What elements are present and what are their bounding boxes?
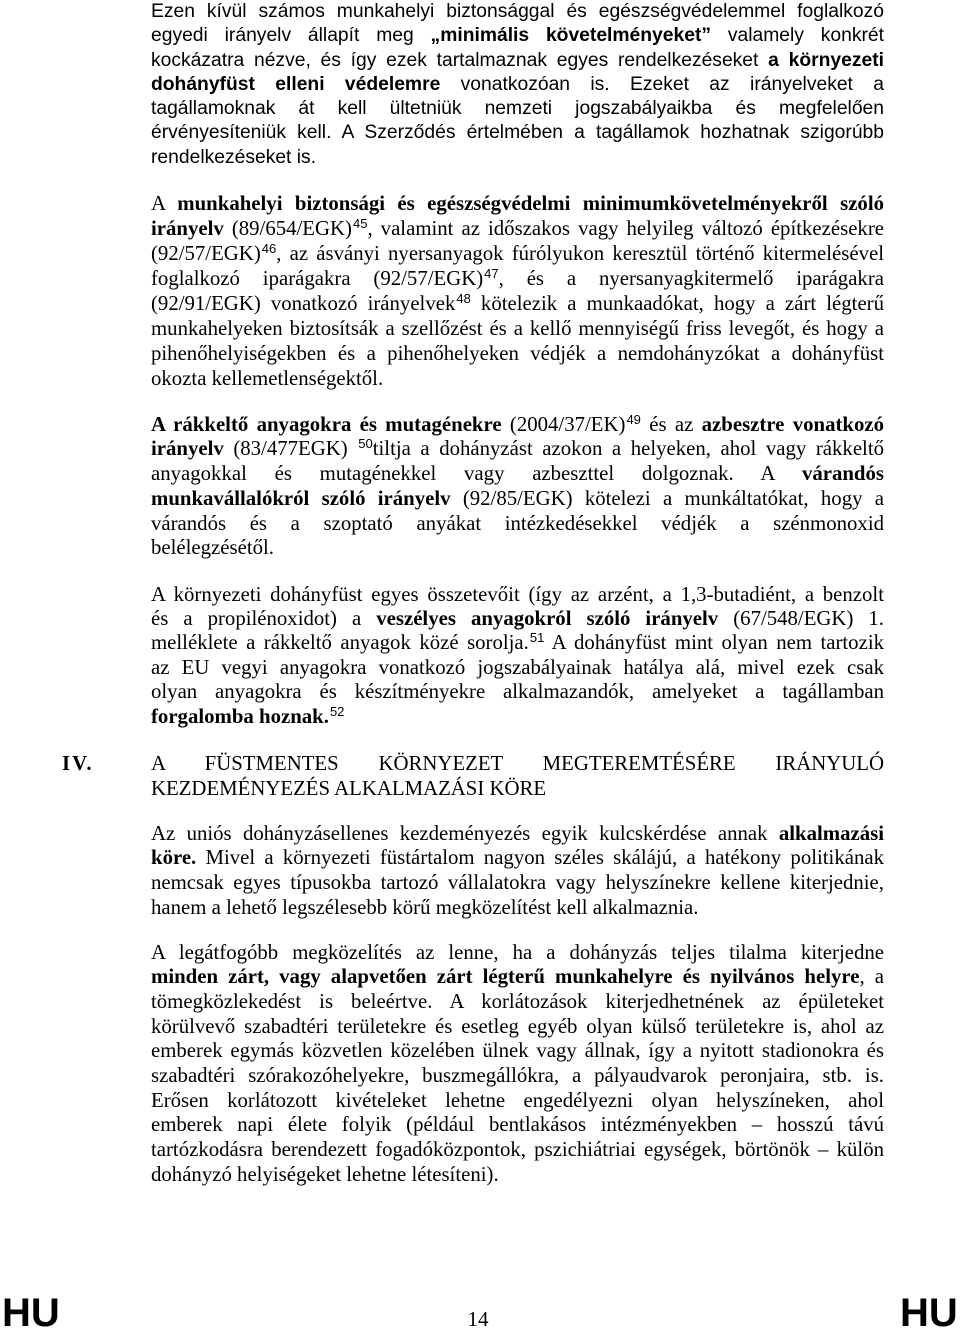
text: A dohányfüst mint olyan nem tartozik: [544, 631, 884, 655]
text-line: [151, 0, 884, 24]
text: dohányzó helyiségeket lehetne létesíteni).: [151, 1162, 499, 1186]
section-heading: [151, 751, 884, 801]
text: nemcsak egyes típusokba tartozó vállalatokra vagy helyszínekre kellene kiterjednie,: [151, 870, 884, 894]
bold-text: A rákkeltő anyagokra és mutagénekre: [151, 412, 502, 436]
text-line: [151, 487, 884, 512]
text-line: [151, 512, 884, 537]
text: (83/477EGK): [223, 437, 358, 461]
text: és az: [640, 412, 702, 436]
text: körülvevő szabadtéri területekre és esetleg egyéb olyan külső területekre is, ahol az: [151, 1014, 884, 1038]
text-line: [151, 656, 884, 680]
bold-text: irányelv: [151, 216, 224, 240]
text-line: [151, 291, 884, 316]
text: foglalkozó iparágakra (92/57/EGK): [151, 266, 484, 290]
bold-text: irányelv: [151, 437, 224, 461]
text: szabadtéri szórakozóhelyekre, buszmegállókra, a pályaudvarok peronjaira, stb. is.: [151, 1064, 884, 1088]
text: (92/91/EGK) vonatkozó irányelvek: [151, 291, 456, 315]
text-line: [151, 1089, 884, 1114]
bold-text: munkahelyi biztonsági és egészségvédelmi minimumkövetelményekről szóló: [177, 191, 885, 215]
footnote-reference: 52: [329, 703, 345, 719]
text-line: [151, 49, 884, 73]
text: (92/85/EGK) kötelezi a munkáltatókat, hogy a: [450, 486, 884, 510]
text: Mivel a környezeti füstártalom nagyon széles skálájú, a hatékony politikának: [196, 846, 884, 870]
text: (2004/37/EK): [501, 412, 626, 436]
bold-text: dohányfüst elleni védelemre: [151, 73, 441, 95]
text-line: [151, 462, 884, 487]
text: A környezeti dohányfüst egyes összetevőit (így az arzént, a 1,3-butadiént, a benzolt: [151, 582, 884, 606]
page-number: 14: [467, 1307, 489, 1331]
text: , valamint az időszakos vagy helyileg változó építkezésekre: [367, 216, 884, 240]
text-line: [151, 1064, 884, 1089]
text: kockázatra nézve, és így ezek tartalmaznak egyes rendelkezéseket: [151, 49, 769, 71]
bold-text: minden zárt, vagy alapvetően zárt légterű munkahelyre és nyilvános helyre: [151, 965, 860, 989]
bold-text: „minimális követelményeket”: [430, 25, 712, 47]
text-line: [151, 316, 884, 341]
text-line: [151, 1039, 884, 1064]
footnote-reference: 49: [626, 411, 641, 427]
text-line: [151, 266, 884, 291]
text: A: [151, 191, 178, 215]
text: vonatkozóan is. Ezeket az irányelveket a: [440, 73, 884, 95]
text-line: [151, 241, 884, 266]
bold-text: a környezeti: [768, 49, 885, 71]
text-line: [151, 216, 884, 241]
bold-text: azbesztre vonatkozó: [701, 412, 884, 436]
paragraph-comprehensive-approach: [151, 941, 884, 1188]
text-line: [151, 1113, 884, 1138]
bold-text: várandós: [801, 462, 884, 486]
text: olyan anyagokra és készítményekre alkalmazandók, amelyeket a tagállamban: [151, 680, 884, 704]
text: Erősen korlátozott kivételeket lehetne engedélyezni olyan helyszíneken, ahol: [151, 1088, 884, 1112]
text-line: [151, 896, 884, 921]
text: belélegzésétől.: [151, 536, 274, 560]
text-line: [151, 631, 884, 655]
text: anyagokkal és mutagénekkel vagy azbeszttel dolgoznak. A: [151, 462, 802, 486]
text: érvényesíteniük kell. A Szerződés értelmében a tagállamok hozhatnak szigorúbb: [151, 122, 884, 144]
section-heading-line: KEZDEMÉNYEZÉS ALKALMAZÁSI KÖRE: [151, 776, 547, 800]
text: és a propilénoxidot) a: [151, 606, 377, 630]
footnote-reference: 48: [456, 290, 471, 306]
footnote-reference: 50: [358, 436, 373, 452]
paragraph-dangerous-substances: [151, 583, 884, 729]
text: , a: [859, 965, 884, 989]
text-line: [151, 583, 884, 607]
text-line: [151, 1015, 884, 1040]
text: kötelezik a munkaadókat, hogy a zárt légterű: [470, 291, 884, 315]
text-line: [151, 822, 884, 847]
text-line: [151, 871, 884, 896]
text-line: [151, 341, 884, 366]
text-line: [151, 941, 884, 966]
section-number: IV.: [62, 751, 94, 775]
text: az EU vegyi anyagokra vonatkozó jogszabályainak hatálya alá, mivel ezek csak: [151, 655, 884, 679]
text-line: [151, 1163, 884, 1188]
text-line: [151, 1138, 884, 1163]
text-line: [151, 97, 884, 121]
text-line: [151, 366, 884, 391]
text: tagállamoknak át kell ültetniük nemzeti jogszabályaikba és megfelelően: [151, 98, 884, 120]
paragraph-carcinogens-asbestos: [151, 413, 884, 562]
text-line: [151, 536, 884, 561]
text: pihenőhelyiségekben és a pihenőhelyeken védjék a nemdohányzókat a dohányfüst: [151, 341, 884, 365]
text-line: [151, 191, 884, 216]
text: emberek egymás közvetlen közelében ülnek vagy állnak, így a nyitott stadionokra és: [151, 1039, 884, 1063]
footer-language-code-left: HU: [2, 1291, 60, 1335]
paragraph-workplace-directives-intro: [151, 0, 884, 170]
text: melléklete a rákkeltő anyagok közé sorolja.: [151, 631, 529, 655]
text-line: [151, 73, 884, 97]
text-line: [151, 146, 884, 170]
paragraph-scope-of-initiative: [151, 822, 884, 921]
text-line: [151, 607, 884, 631]
text: tiltja a dohányzást azokon a helyeken, ahol vagy rákkeltő: [372, 437, 885, 461]
text: (89/654/EGK): [223, 216, 352, 240]
paragraph-workplace-minimum-requirements: [151, 191, 884, 391]
text: (67/548/EGK) 1.: [718, 606, 884, 630]
text: , és a nyersanyagkitermelő iparágakra: [498, 266, 884, 290]
text: tömegközlekedést is beleértve. A korlátozások kiterjedhetnének az épületeket: [151, 989, 884, 1013]
text-line: [151, 121, 884, 145]
text-line: [151, 990, 884, 1015]
text: várandós és a szoptató anyákat intézkedésekkel védjék a szénmonoxid: [151, 511, 884, 535]
footer-language-code-right: HU: [900, 1291, 958, 1335]
bold-text: köre.: [151, 846, 197, 870]
text-line: [151, 846, 884, 871]
text-line: [151, 437, 884, 462]
text: tartózkodásra berendezett fogadóközpontok, pszichiátriai egységek, börtönök – külön: [151, 1138, 884, 1162]
text: okozta kellemetlenségektől.: [151, 366, 384, 390]
text: hanem a lehető legszélesebb körű megközelítést kell alkalmaznia.: [151, 895, 699, 919]
text-line: [151, 680, 884, 704]
text: egyedi irányelv állapít meg: [151, 25, 431, 47]
bold-text: veszélyes anyagokról szóló irányelv: [376, 606, 719, 630]
text: A legátfogóbb megközelítés az lenne, ha a dohányzás teljes tilalma kiterjedne: [151, 940, 884, 964]
text-line: [151, 413, 884, 438]
footnote-reference: 46: [261, 240, 277, 256]
bold-text: forgalomba hoznak.: [151, 704, 329, 728]
text-line: [151, 24, 884, 48]
footnote-reference: 45: [352, 215, 368, 231]
section-heading-line: A FÜSTMENTES KÖRNYEZET MEGTEREMTÉSÉRE IRÁNYULÓ: [151, 751, 884, 775]
text: Az uniós dohányzásellenes kezdeményezés egyik kulcskérdése annak: [151, 821, 779, 845]
text-line: [151, 965, 884, 990]
footnote-reference: 51: [529, 630, 545, 646]
text: rendelkezéseket is.: [151, 146, 317, 168]
text: (92/57/EGK): [151, 241, 261, 265]
text: Ezen kívül számos munkahelyi biztonsággal és egészségvédelemmel foglalkozó: [151, 1, 884, 22]
text: valamely konkrét: [711, 25, 884, 47]
footnote-reference: 47: [484, 265, 499, 281]
bold-text: munkavállalókról szóló irányelv: [151, 486, 451, 510]
text-line: [151, 705, 884, 729]
text: , az ásványi nyersanyagok fúrólyukon keresztül történő kitermelésével: [276, 241, 884, 265]
text: emberek napi élete folyik (például bentlakásos intézményekben – hosszú távú: [151, 1113, 884, 1137]
bold-text: alkalmazási: [778, 821, 884, 845]
text: munkahelyeken biztosítsák a szellőzést és a kellő mennyiségű friss levegőt, és hogy a: [151, 316, 884, 340]
